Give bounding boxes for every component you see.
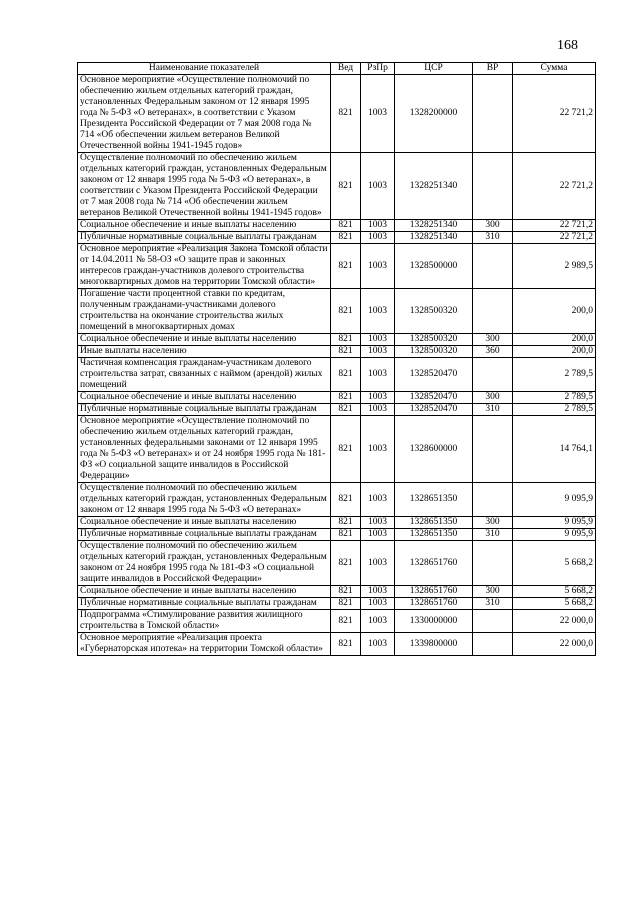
cell-name: Публичные нормативные социальные выплаты гражданам <box>78 598 331 610</box>
cell-sum: 2 789,5 <box>513 392 596 404</box>
cell-vr <box>473 416 513 483</box>
cell-csr: 1328651760 <box>395 586 473 598</box>
cell-ved: 821 <box>331 404 361 416</box>
cell-sum: 22 000,0 <box>513 610 596 633</box>
table-row <box>78 529 596 541</box>
cell-ved: 821 <box>331 153 361 220</box>
cell-csr: 1328251340 <box>395 220 473 232</box>
cell-sum: 2 989,5 <box>513 244 596 289</box>
table-row <box>78 586 596 598</box>
cell-rzpr: 1003 <box>361 75 395 153</box>
header-name: Наименование показателей <box>78 63 331 75</box>
cell-ved: 821 <box>331 483 361 517</box>
table-body <box>78 75 596 656</box>
cell-vr: 300 <box>473 334 513 346</box>
table-row <box>78 244 596 289</box>
cell-csr: 1328520470 <box>395 404 473 416</box>
cell-name: Публичные нормативные социальные выплаты гражданам <box>78 404 331 416</box>
cell-sum: 5 668,2 <box>513 541 596 586</box>
table-row <box>78 232 596 244</box>
cell-csr: 1328500320 <box>395 289 473 334</box>
cell-csr: 1328520470 <box>395 392 473 404</box>
table-row <box>78 153 596 220</box>
cell-vr <box>473 244 513 289</box>
cell-name: Основное мероприятие «Осуществление полномочий по обеспечению жильем отдельных категорий граждан, установленных федеральными законами от 12 января 1995 года № 5-ФЗ «О ветеранах» и от 24 ноября 1995 года № 181-ФЗ «О социальной защите инвалидов в Российской Федерации» <box>78 416 331 483</box>
table-row <box>78 334 596 346</box>
cell-sum: 5 668,2 <box>513 586 596 598</box>
cell-sum: 2 789,5 <box>513 358 596 392</box>
cell-csr: 1328200000 <box>395 75 473 153</box>
cell-ved: 821 <box>331 289 361 334</box>
table-row <box>78 541 596 586</box>
cell-sum: 22 721,2 <box>513 232 596 244</box>
cell-vr: 300 <box>473 392 513 404</box>
budget-table <box>77 62 596 656</box>
cell-csr: 1328651350 <box>395 517 473 529</box>
cell-vr <box>473 483 513 517</box>
cell-rzpr: 1003 <box>361 404 395 416</box>
cell-ved: 821 <box>331 586 361 598</box>
header-sum: Сумма <box>513 63 596 75</box>
cell-rzpr: 1003 <box>361 598 395 610</box>
cell-vr: 300 <box>473 517 513 529</box>
cell-sum: 22 721,2 <box>513 75 596 153</box>
cell-csr: 1328251340 <box>395 153 473 220</box>
table-row <box>78 610 596 633</box>
cell-name: Основное мероприятие «Реализация Закона Томской области от 14.04.2011 № 58-ОЗ «О защите прав и законных интересов граждан-участников долевого строительства многоквартирных домов на территории Томской области» <box>78 244 331 289</box>
cell-ved: 821 <box>331 598 361 610</box>
cell-rzpr: 1003 <box>361 153 395 220</box>
cell-vr: 310 <box>473 598 513 610</box>
cell-sum: 200,0 <box>513 289 596 334</box>
cell-sum: 200,0 <box>513 346 596 358</box>
header-ved: Вед <box>331 63 361 75</box>
cell-name: Публичные нормативные социальные выплаты гражданам <box>78 529 331 541</box>
table-header-row <box>78 63 596 75</box>
cell-name: Осуществление полномочий по обеспечению жильем отдельных категорий граждан, установленных Федеральным законом от 12 января 1995 года № 5-ФЗ «О ветеранах», в соответствии с Указом Президента Российской Федерации от 7 мая 2008 года № 714 «Об обеспечении жильем ветеранов Великой Отечественной войны 1941-1945 годов» <box>78 153 331 220</box>
cell-vr: 360 <box>473 346 513 358</box>
table-row <box>78 358 596 392</box>
cell-ved: 821 <box>331 232 361 244</box>
cell-vr <box>473 75 513 153</box>
cell-name: Основное мероприятие «Реализация проекта «Губернаторская ипотека» на территории Томской области» <box>78 633 331 656</box>
cell-vr: 310 <box>473 232 513 244</box>
cell-ved: 821 <box>331 633 361 656</box>
cell-vr <box>473 633 513 656</box>
cell-vr: 310 <box>473 404 513 416</box>
cell-rzpr: 1003 <box>361 392 395 404</box>
table-row <box>78 392 596 404</box>
table-row <box>78 633 596 656</box>
cell-name: Осуществление полномочий по обеспечению жильем отдельных категорий граждан, установленных Федеральным законом от 24 ноября 1995 года № 181-ФЗ «О социальной защите инвалидов в Российской Федерации» <box>78 541 331 586</box>
cell-sum: 22 000,0 <box>513 633 596 656</box>
cell-vr <box>473 289 513 334</box>
page-number: 168 <box>557 38 578 53</box>
cell-vr <box>473 541 513 586</box>
cell-name: Погашение части процентной ставки по кредитам, полученным гражданами-участниками долевого строительства на окончание строительства жилых помещений в многоквартирных домах <box>78 289 331 334</box>
cell-sum: 9 095,9 <box>513 483 596 517</box>
cell-csr: 1328251340 <box>395 232 473 244</box>
cell-ved: 821 <box>331 334 361 346</box>
cell-name: Социальное обеспечение и иные выплаты населению <box>78 334 331 346</box>
cell-name: Иные выплаты населению <box>78 346 331 358</box>
cell-ved: 821 <box>331 529 361 541</box>
cell-name: Частичная компенсация гражданам-участникам долевого строительства затрат, связанных с наймом (арендой) жилых помещений <box>78 358 331 392</box>
cell-rzpr: 1003 <box>361 541 395 586</box>
cell-vr: 300 <box>473 586 513 598</box>
table-row <box>78 289 596 334</box>
cell-csr: 1328520470 <box>395 358 473 392</box>
cell-ved: 821 <box>331 220 361 232</box>
table-row <box>78 220 596 232</box>
cell-name: Социальное обеспечение и иные выплаты населению <box>78 517 331 529</box>
cell-sum: 22 721,2 <box>513 153 596 220</box>
cell-rzpr: 1003 <box>361 483 395 517</box>
cell-rzpr: 1003 <box>361 232 395 244</box>
cell-sum: 200,0 <box>513 334 596 346</box>
cell-csr: 1328651350 <box>395 529 473 541</box>
cell-rzpr: 1003 <box>361 220 395 232</box>
cell-name: Социальное обеспечение и иные выплаты населению <box>78 392 331 404</box>
cell-rzpr: 1003 <box>361 610 395 633</box>
cell-name: Социальное обеспечение и иные выплаты населению <box>78 220 331 232</box>
header-csr: ЦСР <box>395 63 473 75</box>
cell-ved: 821 <box>331 244 361 289</box>
cell-rzpr: 1003 <box>361 358 395 392</box>
cell-csr: 1328500320 <box>395 334 473 346</box>
cell-csr: 1328500320 <box>395 346 473 358</box>
cell-rzpr: 1003 <box>361 416 395 483</box>
table-row <box>78 346 596 358</box>
table-row <box>78 483 596 517</box>
table-row <box>78 598 596 610</box>
cell-csr: 1339800000 <box>395 633 473 656</box>
cell-ved: 821 <box>331 416 361 483</box>
table-row <box>78 416 596 483</box>
cell-sum: 5 668,2 <box>513 598 596 610</box>
cell-name: Основное мероприятие «Осуществление полномочий по обеспечению жильем отдельных категорий граждан, установленных Федеральным законом от 12 января 1995 года № 5-ФЗ «О ветеранах», в соответствии с Указом Президента Российской Федерации от 7 мая 2008 года № 714 «Об обеспечении жильем ветеранов Великой Отечественной войны 1941-1945 годов» <box>78 75 331 153</box>
cell-ved: 821 <box>331 346 361 358</box>
cell-csr: 1328651760 <box>395 541 473 586</box>
cell-csr: 1330000000 <box>395 610 473 633</box>
table-row <box>78 404 596 416</box>
cell-vr: 300 <box>473 220 513 232</box>
table-row <box>78 75 596 153</box>
cell-vr <box>473 153 513 220</box>
cell-rzpr: 1003 <box>361 586 395 598</box>
cell-rzpr: 1003 <box>361 517 395 529</box>
cell-ved: 821 <box>331 358 361 392</box>
cell-ved: 821 <box>331 392 361 404</box>
cell-vr: 310 <box>473 529 513 541</box>
cell-name: Осуществление полномочий по обеспечению жильем отдельных категорий граждан, установленных Федеральным законом от 12 января 1995 года № 5-ФЗ «О ветеранах» <box>78 483 331 517</box>
cell-vr <box>473 610 513 633</box>
table-row <box>78 517 596 529</box>
cell-csr: 1328651760 <box>395 598 473 610</box>
cell-name: Социальное обеспечение и иные выплаты населению <box>78 586 331 598</box>
cell-rzpr: 1003 <box>361 334 395 346</box>
cell-ved: 821 <box>331 75 361 153</box>
cell-sum: 14 764,1 <box>513 416 596 483</box>
cell-rzpr: 1003 <box>361 244 395 289</box>
cell-csr: 1328600000 <box>395 416 473 483</box>
cell-name: Публичные нормативные социальные выплаты гражданам <box>78 232 331 244</box>
cell-sum: 22 721,2 <box>513 220 596 232</box>
cell-sum: 9 095,9 <box>513 529 596 541</box>
cell-rzpr: 1003 <box>361 529 395 541</box>
cell-rzpr: 1003 <box>361 346 395 358</box>
cell-ved: 821 <box>331 517 361 529</box>
cell-rzpr: 1003 <box>361 633 395 656</box>
cell-rzpr: 1003 <box>361 289 395 334</box>
cell-csr: 1328500000 <box>395 244 473 289</box>
header-rzpr: РзПр <box>361 63 395 75</box>
cell-csr: 1328651350 <box>395 483 473 517</box>
cell-vr <box>473 358 513 392</box>
cell-name: Подпрограмма «Стимулирование развития жилищного строительства в Томской области» <box>78 610 331 633</box>
cell-ved: 821 <box>331 541 361 586</box>
header-vr: ВР <box>473 63 513 75</box>
cell-sum: 9 095,9 <box>513 517 596 529</box>
cell-ved: 821 <box>331 610 361 633</box>
cell-sum: 2 789,5 <box>513 404 596 416</box>
